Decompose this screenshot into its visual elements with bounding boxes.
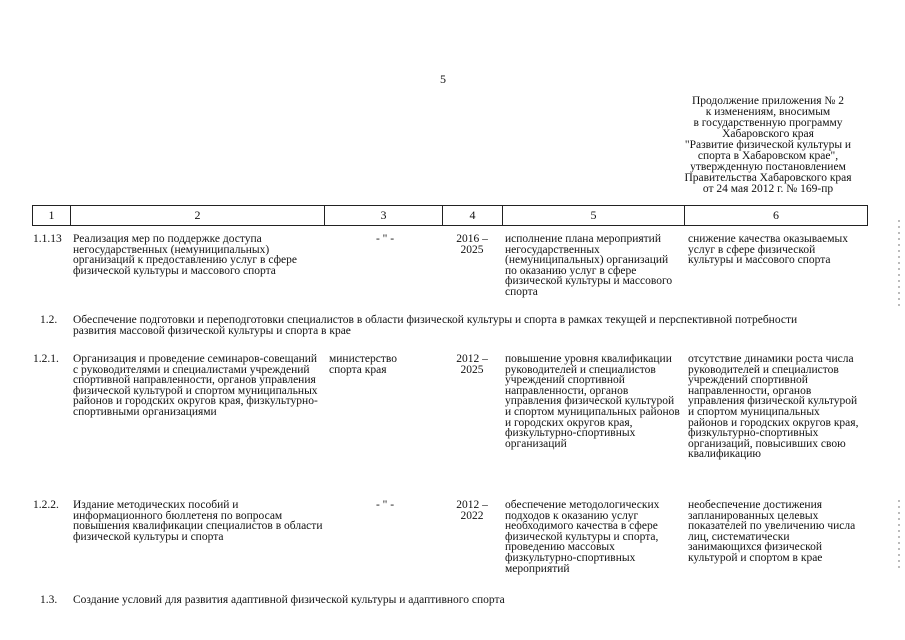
section-number: 1.3.: [40, 594, 58, 606]
row-name: Реализация мер по поддержке доступа негосударственных (немуниципальных) организаций к предоставлению услуг в сфере физической культуры и массового спорта: [73, 233, 297, 277]
row-executor: министерство спорта края: [329, 353, 397, 376]
header-col-5: 5: [590, 208, 597, 222]
row-term: 2012 – 2025: [456, 353, 488, 376]
row-result: повышение уровня квалификации руководителей и специалистов учреждений спортивной направленности, органов управления физической культурой и спортом муниципальных районов и городских округов края, физкультурно-спортивных организаций: [505, 353, 680, 450]
appendix-line: утвержденную постановлением: [690, 161, 846, 173]
row-number: 1.2.2.: [33, 499, 59, 511]
section-title: Создание условий для развития адаптивной физической культуры и адаптивного спорта: [73, 594, 505, 606]
header-col-2: 2: [194, 208, 201, 222]
appendix-line: "Развитие физической культуры и: [684, 139, 852, 151]
row-number: 1.1.13: [33, 233, 62, 245]
row-result: исполнение плана мероприятий негосударственных (немуниципальных) организаций по оказанию услуг в сфере физической культуры и массового спорта: [505, 233, 673, 298]
appendix-line: Продолжение приложения № 2: [691, 95, 845, 107]
header-col-4: 4: [469, 208, 476, 222]
section-title: Обеспечение подготовки и переподготовки специалистов в области физической культуры и спорта в рамках текущей и перспективной потребности развития массовой физической культуры и спорта в крае: [73, 314, 798, 337]
appendix-line: Правительства Хабаровского края: [684, 172, 852, 184]
page-number: 5: [440, 72, 446, 86]
row-consequence: снижение качества оказываемых услуг в сфере физической культуры и массового спорта: [688, 233, 848, 267]
row-term: 2016 – 2025: [456, 233, 488, 256]
appendix-line: к изменениям, вносимым: [705, 106, 831, 118]
scan-edge-mark: [898, 500, 900, 570]
row-number: 1.2.1.: [33, 353, 59, 365]
appendix-line: Хабаровского края: [722, 128, 814, 140]
appendix-line: от 24 мая 2012 г. № 169-пр: [702, 183, 834, 195]
appendix-heading: [660, 96, 876, 195]
row-result: обеспечение методологических подходов к оказанию услуг необходимого качества в сфере физической культуры и спорта, проведению массовых физкультурно-спортивных мероприятий: [505, 499, 660, 575]
header-col-6: 6: [773, 208, 779, 222]
row-name: Издание методических пособий и информационного бюллетеня по вопросам повышения квалификации специалистов в области физической культуры и спорта: [73, 499, 323, 543]
row-name: Организация и проведение семинаров-совещаний с руководителями и специалистами учреждений спортивной направленности, органов управления физической культурой и спортом муниципальных районов и городских округов края, физкультурно-спортивными организациями: [73, 353, 318, 418]
header-col-1: 1: [48, 208, 55, 222]
header-bottom-border: [32, 225, 868, 226]
row-consequence: отсутствие динамики роста числа руководителей и специалистов учреждений спортивной направленности, органов управления физической культурой и спортом муниципальных районов и городских округов края, физкультурно-спортивных организаций, повысивших свою квалификацию: [688, 353, 859, 461]
scan-edge-mark: [898, 220, 900, 310]
row-executor: - " -: [375, 233, 395, 245]
appendix-line: спорта в Хабаровском крае",: [697, 150, 839, 162]
header-divider: [867, 205, 868, 226]
row-term: 2012 – 2022: [456, 499, 488, 522]
section-number: 1.2.: [40, 314, 58, 326]
header-col-3: 3: [380, 208, 387, 222]
row-executor: - " -: [375, 499, 395, 511]
row-consequence: необеспечение достижения запланированных целевых показателей по увеличению числа лиц, систематически занимающихся физической культурой и спортом в крае: [688, 499, 856, 564]
appendix-line: в государственную программу: [693, 117, 843, 129]
